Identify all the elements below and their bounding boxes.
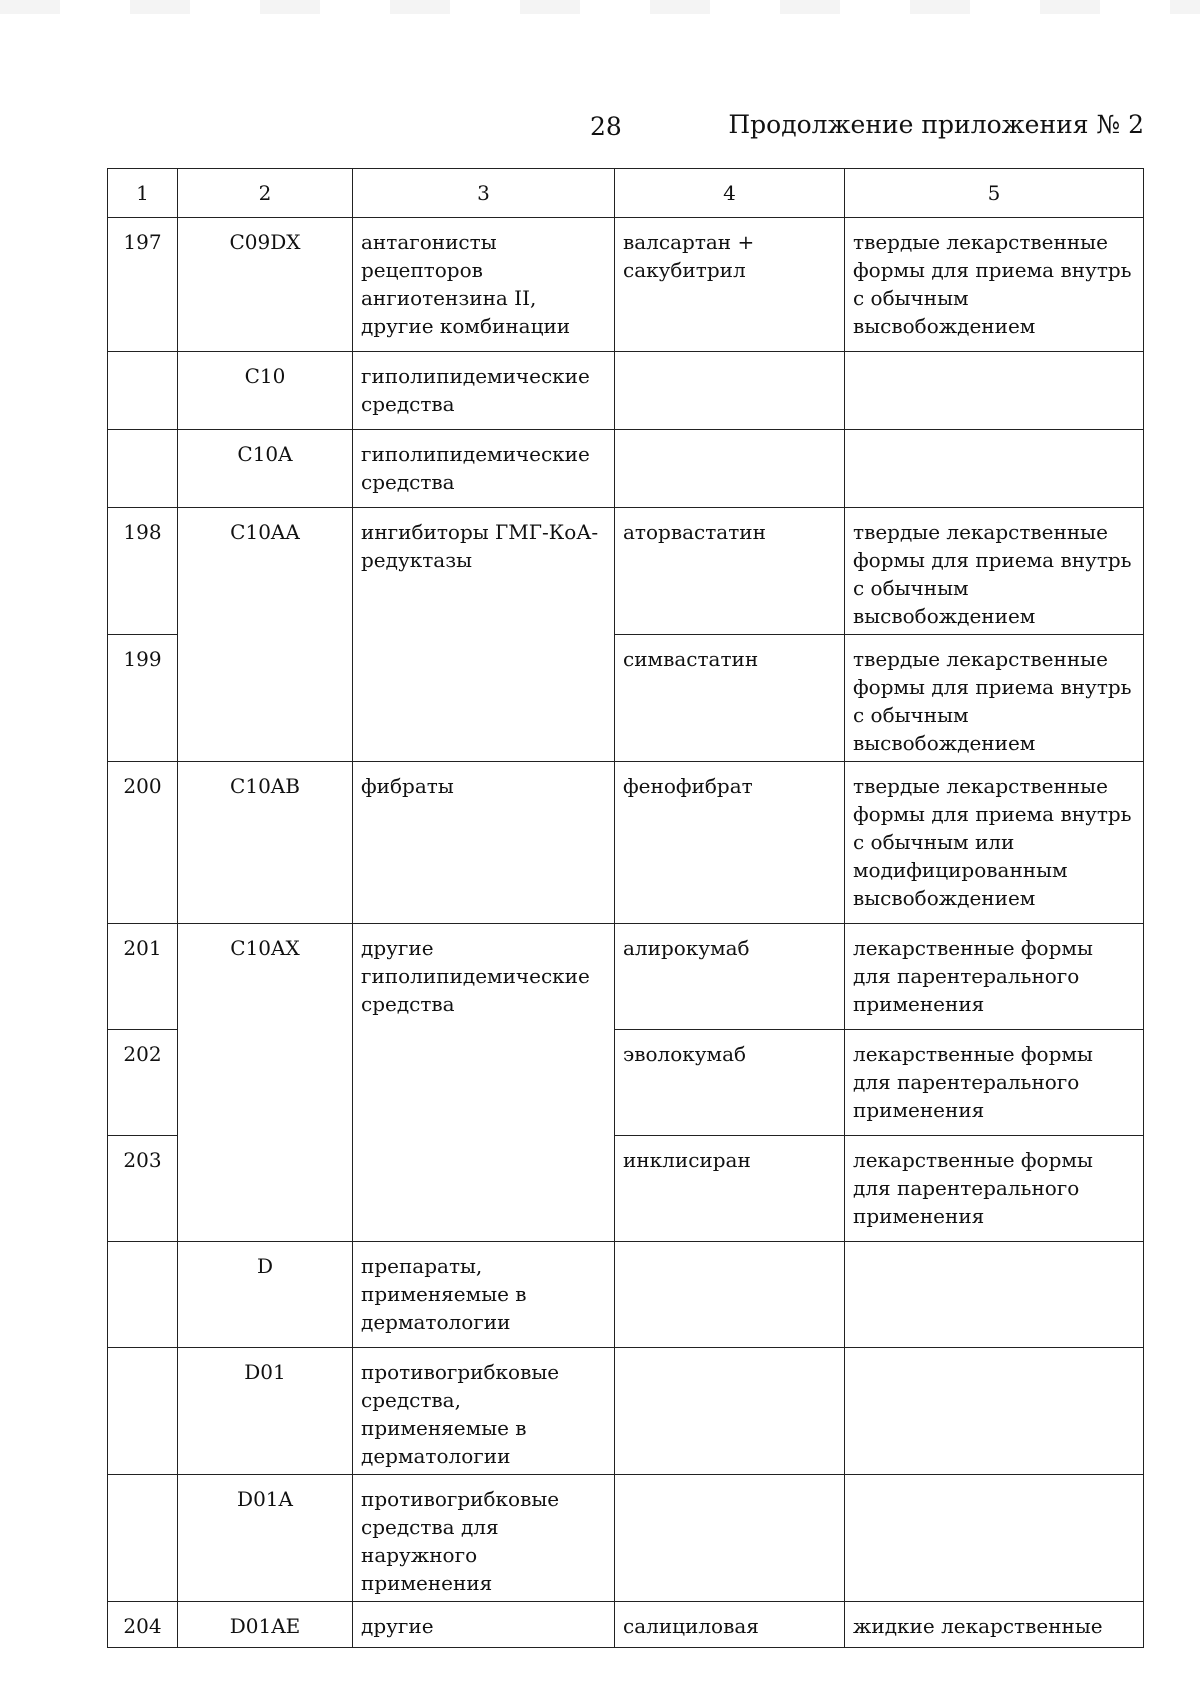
drug-name: валсартан + сакубитрил [615, 218, 845, 352]
column-header-1: 1 [108, 169, 178, 218]
table-row [108, 218, 1144, 352]
drug-name [615, 1242, 845, 1348]
row-number: 201 [108, 924, 178, 1030]
table-row [108, 924, 1144, 1030]
dosage-form: твердые лекарственные формы для приема внутрь с обычным или модифицированным высвобождением [845, 762, 1144, 924]
dosage-form: твердые лекарственные формы для приема внутрь с обычным высвобождением [845, 635, 1144, 762]
group-name: другие гиполипидемические средства [353, 924, 615, 1242]
group-name: противогрибковые средства для наружного применения [353, 1475, 615, 1602]
atc-code: C10AB [178, 762, 353, 924]
dosage-form: лекарственные формы для парентерального применения [845, 1136, 1144, 1242]
drug-name: эволокумаб [615, 1030, 845, 1136]
scan-edge-artifact [0, 0, 1200, 14]
dosage-form [845, 352, 1144, 430]
table-row [108, 762, 1144, 924]
group-name: антагонисты рецепторов ангиотензина II, другие комбинации [353, 218, 615, 352]
atc-code: C10AA [178, 508, 353, 762]
atc-code: D [178, 1242, 353, 1348]
column-header-4: 4 [615, 169, 845, 218]
table-row [108, 352, 1144, 430]
drug-name [615, 430, 845, 508]
row-number: 203 [108, 1136, 178, 1242]
column-header-5: 5 [845, 169, 1144, 218]
dosage-form: твердые лекарственные формы для приема внутрь с обычным высвобождением [845, 218, 1144, 352]
row-number [108, 1348, 178, 1475]
group-name: противогрибковые средства, применяемые в дерматологии [353, 1348, 615, 1475]
atc-code: D01A [178, 1475, 353, 1602]
table-row [108, 1242, 1144, 1348]
drug-name [615, 1475, 845, 1602]
dosage-form [845, 1475, 1144, 1602]
row-number [108, 1242, 178, 1348]
atc-code: D01AE [178, 1602, 353, 1648]
page-heading: Продолжение приложения № 2 [728, 110, 1144, 139]
dosage-form: лекарственные формы для парентерального применения [845, 1030, 1144, 1136]
table-row [108, 1602, 1144, 1648]
drug-name: фенофибрат [615, 762, 845, 924]
column-header-2: 2 [178, 169, 353, 218]
atc-code: C10 [178, 352, 353, 430]
drug-name: инклисиран [615, 1136, 845, 1242]
row-number: 200 [108, 762, 178, 924]
table-header-row [108, 169, 1144, 218]
table-row [108, 1475, 1144, 1602]
row-number: 199 [108, 635, 178, 762]
drug-name: симвастатин [615, 635, 845, 762]
atc-code: C10AX [178, 924, 353, 1242]
row-number [108, 430, 178, 508]
table-row [108, 508, 1144, 635]
row-number: 204 [108, 1602, 178, 1648]
drug-name: алирокумаб [615, 924, 845, 1030]
atc-code: C10A [178, 430, 353, 508]
row-number [108, 1475, 178, 1602]
drug-name: салициловая [615, 1602, 845, 1648]
group-name: фибраты [353, 762, 615, 924]
row-number: 198 [108, 508, 178, 635]
drug-name [615, 352, 845, 430]
group-name: гиполипидемические средства [353, 352, 615, 430]
group-name: ингибиторы ГМГ-КоА-редуктазы [353, 508, 615, 762]
column-header-3: 3 [353, 169, 615, 218]
group-name: гиполипидемические средства [353, 430, 615, 508]
row-number [108, 352, 178, 430]
page-number: 28 [590, 112, 622, 141]
dosage-form: жидкие лекарственные [845, 1602, 1144, 1648]
table-row [108, 430, 1144, 508]
dosage-form [845, 430, 1144, 508]
atc-code: C09DX [178, 218, 353, 352]
atc-code: D01 [178, 1348, 353, 1475]
group-name: препараты, применяемые в дерматологии [353, 1242, 615, 1348]
drug-name [615, 1348, 845, 1475]
row-number: 202 [108, 1030, 178, 1136]
dosage-form [845, 1242, 1144, 1348]
drug-name: аторвастатин [615, 508, 845, 635]
medications-table [107, 168, 1144, 1648]
dosage-form [845, 1348, 1144, 1475]
group-name: другие [353, 1602, 615, 1648]
dosage-form: твердые лекарственные формы для приема внутрь с обычным высвобождением [845, 508, 1144, 635]
table-row [108, 1348, 1144, 1475]
dosage-form: лекарственные формы для парентерального применения [845, 924, 1144, 1030]
row-number: 197 [108, 218, 178, 352]
